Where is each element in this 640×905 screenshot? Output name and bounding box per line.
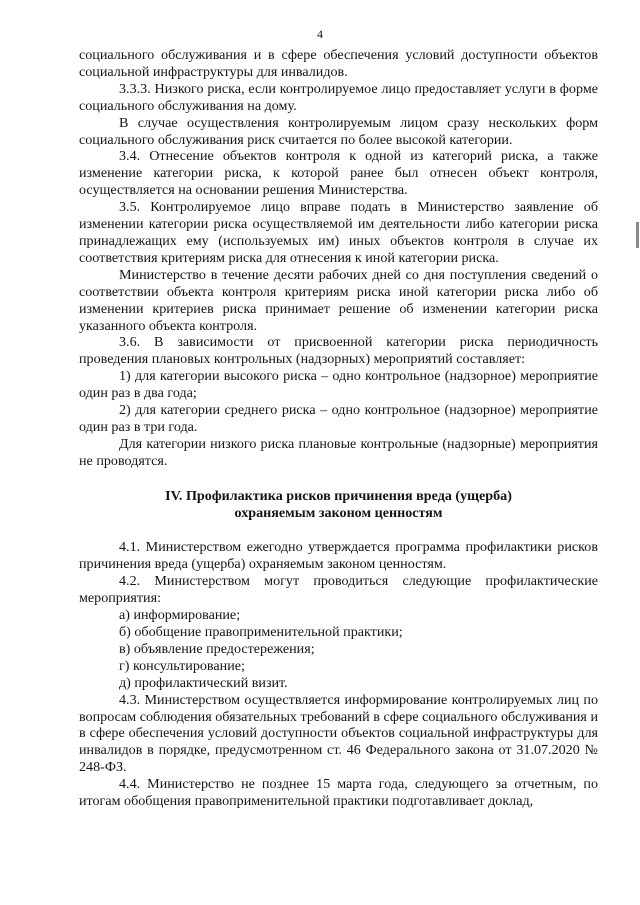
list-item: в) объявление предостережения; [119, 640, 315, 657]
paragraph: 4.4. Министерство не позднее 15 марта года, следующего за отчетным, по итогам обобщения правоприменительной практики подготавливает доклад, [79, 776, 598, 810]
paragraph: 3.6. В зависимости от присвоенной категории риска периодичность проведения плановых контрольных (надзорных) мероприятий составляет: [79, 334, 598, 368]
paragraph: В случае осуществления контролируемым лицом сразу нескольких форм социального обслуживания риск считается по более высокой категории. [79, 114, 598, 148]
paragraph: Министерство в течение десяти рабочих дней со дня поступления сведений о соответствии объекта контроля критериям риска иной категории риска либо об изменении критериев риска принимает решение об изменении категории риска указанного объекта контроля. [79, 266, 598, 334]
page-number: 4 [317, 27, 323, 41]
list-item: д) профилактический визит. [119, 674, 288, 691]
list-item: 1) для категории высокого риска – одно контрольное (надзорное) мероприятие один раз в два года; [79, 368, 598, 402]
paragraph: 3.3.3. Низкого риска, если контролируемое лицо предоставляет услуги в форме социального обслуживания на дому. [79, 80, 598, 114]
paragraph: Для категории низкого риска плановые контрольные (надзорные) мероприятия не проводятся. [79, 435, 598, 469]
paragraph: 3.5. Контролируемое лицо вправе подать в Министерство заявление об изменении категории риска осуществляемой им деятельности либо категории риска принадлежащих ему (используемых им) иных объектов контроля в случае их соответствия критериям риска для отнесения к иной категории риска. [79, 199, 598, 266]
section-heading-line-1: IV. Профилактика рисков причинения вреда (ущерба) [165, 487, 512, 504]
paragraph: 4.3. Министерством осуществляется информирование контролируемых лиц по вопросам соблюдения обязательных требований в сфере социального обслуживания и в сфере обеспечения условий доступности объектов социальной инфраструктуры для инвалидов в порядке, предусмотренном ст. 46 Федерального закона от 31.07.2020 № 248-ФЗ. [79, 691, 598, 776]
paragraph: 4.2. Министерством могут проводиться следующие профилактические мероприятия: [79, 573, 598, 607]
paragraphs-bottom [79, 539, 598, 810]
document-body [79, 47, 598, 810]
list-item: г) консультирование; [119, 657, 245, 674]
scan-edge-mark [636, 222, 639, 248]
spacer [79, 521, 598, 539]
section-heading-line-2: охраняемым законом ценностям [234, 504, 443, 521]
list-item: б) обобщение правоприменительной практики; [119, 624, 403, 640]
paragraph: 3.4. Отнесение объектов контроля к одной из категорий риска, а также изменение категории риска, к которой ранее был отнесен объект контроля, осуществляется на основании решения Министерства. [79, 148, 598, 199]
paragraphs-top [79, 47, 598, 470]
paragraph: социального обслуживания и в сфере обеспечения условий доступности объектов социальной инфраструктуры для инвалидов. [79, 47, 598, 80]
list-item: а) информирование; [119, 607, 241, 624]
section-heading [79, 488, 598, 522]
list-item: 2) для категории среднего риска – одно контрольное (надзорное) мероприятие один раз в три года. [79, 402, 598, 435]
paragraph: 4.1. Министерством ежегодно утверждается программа профилактики рисков причинения вреда (ущерба) охраняемым законом ценностям. [79, 539, 598, 573]
